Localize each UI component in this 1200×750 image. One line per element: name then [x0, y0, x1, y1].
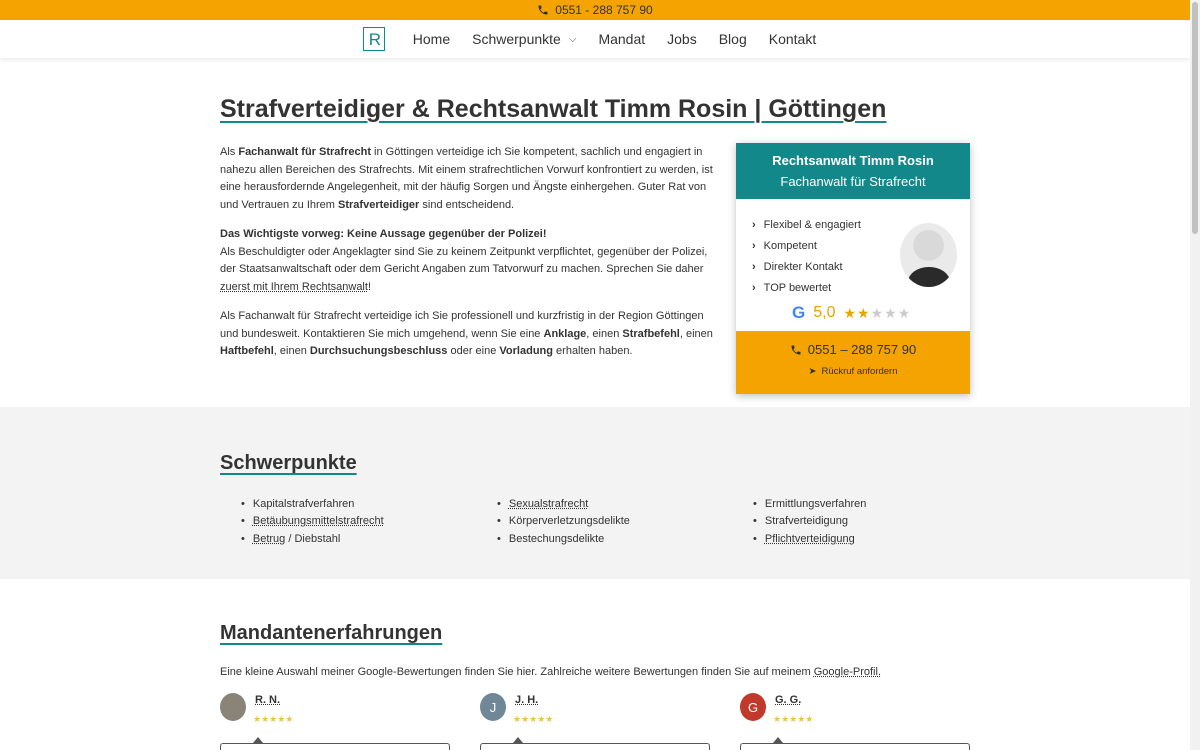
review-stars: ★★★★★ — [513, 714, 554, 724]
reviewer-name[interactable]: J. H. — [515, 694, 539, 706]
reviewer-name[interactable]: G. G. — [775, 694, 802, 706]
top-contact-bar — [0, 0, 1190, 20]
reviews-intro: Eine kleine Auswahl meiner Google-Bewertungen finden Sie hier. Zahlreiche weitere Bewertungen finden Sie auf meinem Google-Profil. — [220, 666, 882, 678]
nav-home[interactable] — [402, 31, 461, 47]
reviewer-name[interactable]: R. N. — [255, 694, 281, 706]
avatar: J — [480, 693, 506, 721]
reviews-heading: Mandantenerfahrungen — [220, 622, 443, 644]
nav-jobs[interactable] — [656, 31, 708, 47]
nav-blog-label: Blog — [718, 31, 747, 47]
list-item[interactable]: • Betäubungsmittelstrafrecht — [241, 513, 384, 531]
card-subtitle: Fachanwalt für Strafrecht — [780, 174, 926, 189]
focus-heading: Schwerpunkte — [220, 452, 357, 474]
feature-item: › Flexibel & engagiert — [752, 218, 861, 231]
focus-column-3 — [753, 495, 866, 548]
avatar: G — [740, 693, 766, 721]
police-warning-heading: Das Wichtigste vorweg: Keine Aussage gegenüber der Polizei! — [220, 228, 547, 240]
callback-label: Rückruf anfordern — [821, 366, 898, 377]
card-body — [736, 199, 970, 331]
lawyer-portrait — [900, 223, 957, 287]
chevron-right-icon: › — [752, 260, 756, 273]
topbar-phone[interactable]: 0551 - 288 757 90 — [555, 3, 653, 17]
star-icon: ★ — [843, 304, 858, 321]
list-item[interactable]: • Pflichtverteidigung — [753, 530, 866, 548]
nav-schwerpunkte[interactable] — [461, 31, 587, 47]
nav-mandat-label: Mandat — [598, 31, 646, 47]
review-card — [740, 693, 970, 750]
list-item[interactable]: • Sexualstrafrecht — [497, 495, 630, 513]
scrollbar[interactable] — [1190, 0, 1200, 750]
chevron-down-icon: ⌵ — [568, 33, 577, 45]
list-item: • Ermittlungsverfahren — [753, 495, 866, 513]
google-rating[interactable] — [792, 303, 911, 323]
focus-section-background — [0, 407, 1190, 579]
callback-link[interactable] — [736, 366, 970, 377]
chevron-right-icon: › — [752, 239, 756, 252]
list-item: • Kapitalstrafverfahren — [241, 495, 384, 513]
nav-mandat[interactable] — [587, 31, 656, 47]
focus-column-2 — [497, 495, 630, 548]
list-item[interactable]: • Betrug / Diebstahl — [241, 530, 384, 548]
send-icon: ➤ — [808, 366, 817, 377]
feature-item: › TOP bewertet — [752, 281, 832, 294]
card-cta — [736, 331, 970, 394]
nav-kontakt[interactable] — [758, 31, 827, 47]
nav-kontakt-label: Kontakt — [768, 31, 817, 47]
nav-blog[interactable] — [708, 31, 758, 47]
google-profile-link[interactable]: Google-Profil. — [813, 666, 882, 678]
card-header — [736, 143, 970, 199]
review-card — [220, 693, 450, 750]
review-stars: ★★★★★ — [253, 714, 294, 724]
rating-score: 5,0 — [813, 304, 836, 321]
logo-letter: R — [368, 30, 382, 49]
card-phone-link[interactable] — [736, 342, 970, 357]
lawyer-first-link[interactable]: zuerst mit Ihrem Rechtsanwalt — [220, 280, 368, 293]
list-item: • Bestechungsdelikte — [497, 530, 630, 548]
card-phone: 0551 – 288 757 90 — [807, 342, 917, 357]
focus-column-1 — [241, 495, 384, 548]
avatar — [220, 693, 246, 721]
nav-home-label: Home — [412, 31, 451, 47]
google-icon: G — [792, 303, 806, 322]
phone-icon — [790, 344, 802, 356]
intro-paragraph-3: Als Fachanwalt für Strafrecht verteidige ich Sie professionell und kurzfristig in der Region Göttingen und bundesweit. Kontaktieren Sie mich umgehend, wenn Sie eine Anklage, einen Strafbefehl, einen Haftbefehl, einen Durchsuchungsbeschluss oder eine Vorladung erhalten haben. — [220, 310, 713, 357]
star-icon: ★ — [857, 304, 871, 321]
review-card — [480, 693, 710, 750]
list-item: • Körperverletzungsdelikte — [497, 513, 630, 531]
chevron-right-icon: › — [752, 281, 756, 294]
star-icon: ★ — [897, 304, 912, 321]
logo[interactable] — [363, 27, 385, 51]
rating-stars — [843, 305, 911, 322]
phone-icon — [537, 4, 549, 16]
review-stars: ★★★★★ — [773, 714, 814, 724]
feature-item: › Kompetent — [752, 239, 817, 252]
list-item: • Strafverteidigung — [753, 513, 866, 531]
review-bubble — [220, 743, 450, 750]
nav-schwerpunkte-label: Schwerpunkte — [472, 31, 561, 47]
lawyer-contact-card — [736, 143, 970, 394]
intro-paragraph-1: Als Fachanwalt für Strafrecht in Göttingen verteidige ich Sie kompetent, sachlich und engagiert in nahezu allen Bereichen des Strafrechts. Mit einem strafrechtlichen Vorwurf konfrontiert zu werden, ist eine herausfordernde Angelegenheit, mit der häufig Sorgen und Ängste einhergehen. Guter Rat von und Vertrauen zu Ihrem Strafverteidiger sind entscheidend. — [220, 146, 713, 211]
intro-paragraph-2: Das Wichtigste vorweg: Keine Aussage gegenüber der Polizei! Als Beschuldigter oder Angeklagter sind Sie zu keinem Zeitpunkt verpflichtet, gegenüber der Polizei, der Staatsanwaltschaft oder dem Gericht Angaben zum Tatvorwurf zu machen. Sprechen Sie daher zuerst mit Ihrem Rechtsanwalt! — [220, 228, 708, 293]
chevron-right-icon: › — [752, 218, 756, 231]
review-bubble — [740, 743, 970, 750]
star-icon: ★ — [870, 304, 885, 321]
intro-text — [220, 144, 715, 373]
main-navigation — [0, 20, 1190, 58]
scrollbar-thumb[interactable] — [1192, 2, 1198, 234]
page-title: Strafverteidiger & Rechtsanwalt Timm Rosin | Göttingen — [220, 95, 887, 123]
review-bubble — [480, 743, 710, 750]
nav-jobs-label: Jobs — [667, 31, 697, 47]
card-name: Rechtsanwalt Timm Rosin — [772, 153, 934, 168]
feature-list — [752, 214, 861, 298]
star-icon: ★ — [884, 304, 898, 321]
feature-item: › Direkter Kontakt — [752, 260, 843, 273]
